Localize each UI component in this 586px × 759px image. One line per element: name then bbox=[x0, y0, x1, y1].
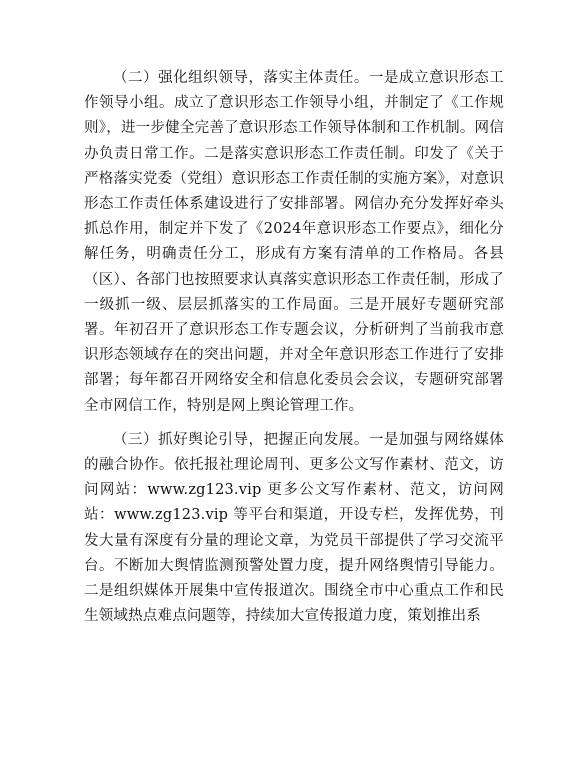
document-page bbox=[84, 66, 504, 638]
paragraph-organization-leadership: （二）强化组织领导，落实主体责任。一是成立意识形态工作领导小组。成立了意识形态工作领导小组，并制定了《工作规则》，进一步健全完善了意识形态工作领导体制和工作机制。网信办负责日常工作。二是落实意识形态工作责任制。印发了《关于严格落实党委（党组）意识形态工作责任制的实施方案》，对意识形态工作责任体系建设进行了安排部署。网信办充分发挥好牵头抓总作用，制定并下发了《2024年意识形态工作要点》，细化分解任务，明确责任分工，形成有方案有清单的工作格局。各县（区）、各部门也按照要求认真落实意识形态工作责任制，形成了一级抓一级、层层抓落实的工作局面。三是开展好专题研究部署。年初召开了意识形态工作专题会议，分析研判了当前我市意识形态领域存在的突出问题，并对全年意识形态工作进行了安排部署；每年都召开网络安全和信息化委员会会议，专题研究部署全市网信工作，特别是网上舆论管理工作。 bbox=[84, 70, 504, 414]
paragraph-public-opinion-guidance: （三）抓好舆论引导，把握正向发展。一是加强与网络媒体的融合协作。依托报社理论周刊、更多公文写作素材、范文，访问网站：www.zg123.vip 更多公文写作素材、范文，访问网站：www.zg123.vip 等平台和渠道，开设专栏，发挥优势，刊发大量有深度有分量的理论文章，为党员干部提供了学习交流平台。不断加大舆情监测预警处置力度，提升网络舆情引导能力。二是组织媒体开展集中宣传报道次。围绕全市中心重点工作和民生领域热点难点问题等，持续加大宣传报道力度，策划推出系 bbox=[84, 431, 504, 625]
